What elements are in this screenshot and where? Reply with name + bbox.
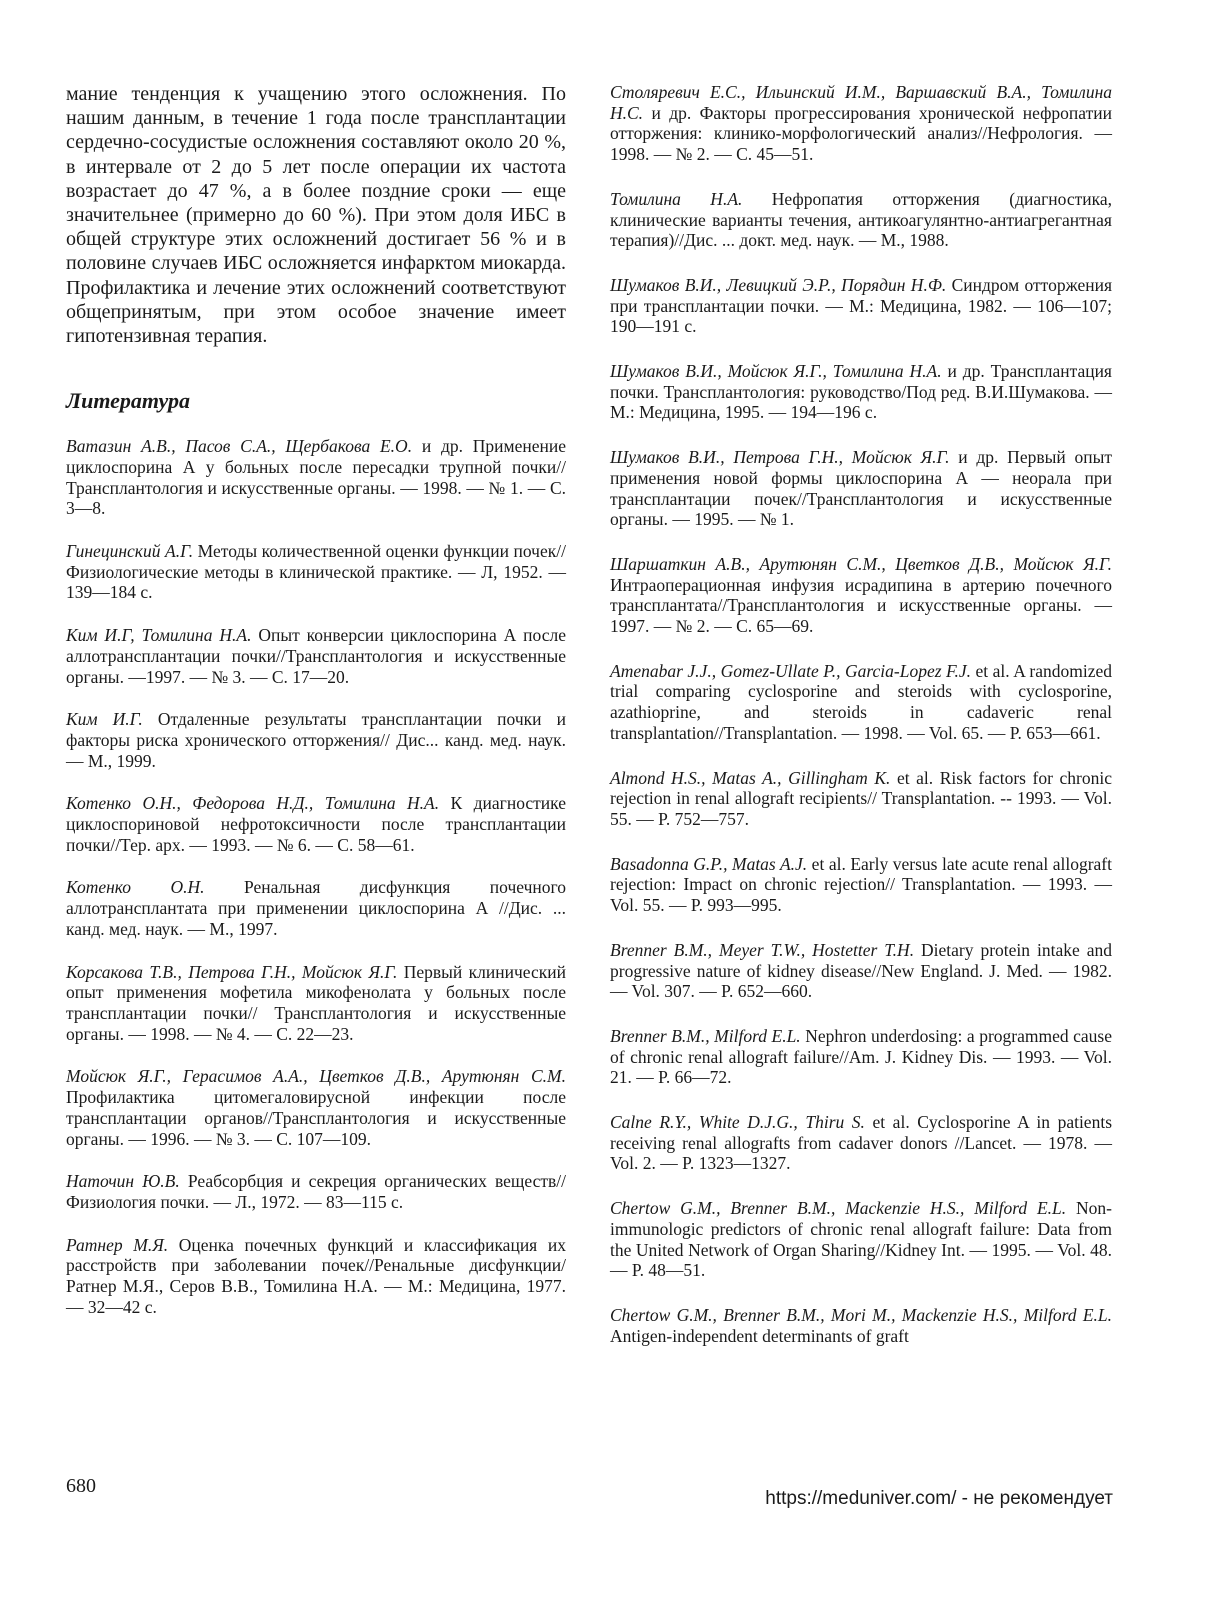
reference-authors: Котенко О.Н. [66, 877, 205, 898]
reference-entry [610, 1112, 1112, 1174]
reference-authors: Шумаков В.И., Левицкий Э.Р., Порядин Н.Ф. [610, 274, 947, 295]
reference-text: и др. Трансплантация почки. Трансплантология: руководство/Под ред. В.И.Шумакова. — М.: Медицина, 1995. — 194—196 с. [610, 361, 1112, 423]
reference-authors: Basadonna G.P., Matas A.J. [610, 853, 808, 874]
reference-entry [610, 82, 1112, 165]
reference-entry [610, 854, 1112, 916]
reference-entry [610, 768, 1112, 830]
reference-authors: Столяревич Е.С., Ильинский И.М., Варшавский В.А., Томилина Н.С. [610, 82, 1112, 123]
reference-authors: Шумаков В.И., Мойсюк Я.Г., Томилина Н.А. [610, 361, 942, 382]
right-column [610, 82, 1112, 1370]
reference-entry [610, 275, 1112, 337]
reference-entry [610, 1026, 1112, 1088]
reference-text: Nephron underdosing: a programmed cause of chronic renal allograft failure//Am. J. Kidney Dis. — 1993. — Vol. 21. — P. 66—72. [610, 1025, 1112, 1088]
reference-text: и др. Первый опыт применения новой формы циклоспорина А — неорала при трансплантации почек//Трансплантология и искусственные органы. — 1995. — № 1. [610, 447, 1112, 530]
reference-authors: Шаршаткин А.В., Арутюнян С.М., Цветков Д.В., Мойсюк Я.Г. [610, 553, 1112, 574]
reference-authors: Ратнер М.Я. [66, 1234, 169, 1255]
reference-entry [610, 447, 1112, 530]
reference-text: Нефропатия отторжения (диагностика, клинические варианты течения, антикоагулянтно-антиагрегантная терапия)//Дис. ... докт. мед. наук. — М., 1988. [610, 188, 1112, 251]
reference-authors: Котенко О.Н., Федорова Н.Д., Томилина Н.А. [66, 793, 440, 814]
reference-text: Antigen-independent determinants of graft [610, 1325, 909, 1346]
reference-entry [610, 940, 1112, 1002]
reference-text: Профилактика цитомегаловирусной инфекции после трансплантации органов//Трансплантология и искусственные органы. — 1996. — № 3. — С. 107—109. [66, 1087, 566, 1149]
reference-entry [66, 877, 566, 939]
reference-text: и др. Факторы прогрессирования хронической нефропатии отторжения: клинико-морфологический анализ//Нефрология. — 1998. — № 2. — С. 45—51. [610, 102, 1112, 165]
left-column [66, 82, 566, 1339]
reference-text: Реабсорбция и секреция органических веществ//Физиология почки. — Л., 1972. — 83—115 с. [66, 1171, 567, 1212]
reference-authors: Chertow G.M., Brenner B.M., Mori M., Mackenzie H.S., Milford E.L. [610, 1304, 1112, 1325]
reference-text: К диагностике циклоспориновой нефротоксичности после трансплантации почки//Тер. арх. — 1993. — № 6. — С. 58—61. [66, 793, 566, 855]
reference-authors: Шумаков В.И., Петрова Г.Н., Мойсюк Я.Г. [610, 447, 950, 468]
reference-text: et al. Early versus late acute renal allograft rejection: Impact on chronic rejection// Transplantation. — 1993. — Vol. 55. — P. 993—995. [610, 853, 1112, 916]
reference-list-right [610, 82, 1112, 1346]
reference-entry [610, 1305, 1112, 1346]
reference-entry [66, 1066, 566, 1149]
reference-text: Оценка почечных функций и классификация их расстройств при заболевании почек//Ренальные дисфункции/Ратнер М.Я., Серов В.В., Томилина Н.А. — М.: Медицина, 1977. — 32—42 с. [66, 1234, 566, 1317]
reference-text: Синдром отторжения при трансплантации почки. — М.: Медицина, 1982. — 106—107; 190—191 с. [610, 274, 1112, 337]
reference-list-left [66, 436, 566, 1317]
reference-entry [66, 541, 566, 603]
reference-text: et al. Cyclosporine A in patients receiving renal allografts from cadaver donors //Lancet. — 1978. — Vol. 2. — P. 1323—1327. [610, 1112, 1112, 1174]
reference-entry [610, 189, 1112, 251]
reference-entry [66, 1171, 566, 1212]
reference-entry [610, 554, 1112, 637]
source-url-text: https://meduniver.com/ - не рекомендует [765, 1488, 1113, 1509]
reference-entry [610, 361, 1112, 423]
reference-authors: Brenner B.M., Meyer T.W., Hostetter T.H. [610, 939, 915, 960]
reference-entry [66, 962, 566, 1045]
reference-entry [66, 1235, 566, 1318]
reference-text: Интраоперационная инфузия исрадипина в артерию почечного трансплантата//Трансплантология и искусственные органы. — 1997. — № 2. — С. 65—69. [610, 574, 1112, 637]
reference-authors: Томилина Н.А. [610, 188, 743, 209]
reference-entry [66, 625, 566, 687]
reference-authors: Ким И.Г. [66, 709, 143, 730]
reference-text: и др. Применение циклоспорина А у больных после пересадки трупной почки//Трансплантология и искусственные органы. — 1998. — № 1. — С. 3—8. [66, 436, 566, 519]
reference-text: Методы количественной оценки функции почек//Физиологические методы в клинической практике. — Л, 1952. — 139—184 с. [66, 541, 566, 603]
reference-text: Non-immunologic predictors of chronic renal allograft failure: Data from the United Network of Organ Sharing//Kidney Int. — 1995. — Vol. 48. — P. 48—51. [610, 1198, 1112, 1281]
reference-authors: Наточин Ю.В. [66, 1171, 180, 1192]
reference-entry [66, 793, 566, 855]
reference-text: et al. A randomized trial comparing cyclosporine and steroids with cyclosporine, azathioprine, and steroids in cadaveric renal transplantation//Transplantation. — 1998. — Vol. 65. — P. 653—661. [610, 660, 1112, 743]
reference-authors: Гинецинский А.Г. [66, 541, 194, 562]
reference-authors: Calne R.Y., White D.J.G., Thiru S. [610, 1112, 865, 1133]
reference-authors: Amenabar J.J., Gomez-Ullate P., Garcia-Lopez F.J. [610, 660, 971, 681]
page-number: 680 [66, 1475, 96, 1497]
reference-authors: Chertow G.M., Brenner B.M., Mackenzie H.S., Milford E.L. [610, 1198, 1067, 1219]
reference-text: Dietary protein intake and progressive nature of kidney disease//New England. J. Med. — 1982. — Vol. 307. — P. 652—660. [610, 939, 1112, 1002]
reference-authors: Ким И.Г, Томилина Н.А. [66, 625, 252, 646]
reference-entry [610, 1198, 1112, 1281]
reference-authors: Almond H.S., Matas A., Gillingham K. [610, 767, 891, 788]
reference-entry [66, 709, 566, 771]
reference-text: Ренальная дисфункция почечного аллотрансплантата при применении циклоспорина А //Дис. ... канд. мед. наук. — М., 1997. [66, 877, 566, 939]
reference-entry [66, 436, 566, 519]
reference-authors: Корсакова Т.В., Петрова Г.Н., Мойсюк Я.Г. [66, 961, 398, 982]
reference-entry [610, 661, 1112, 744]
reference-text: Опыт конверсии циклоспорина А после аллотрансплантации почки//Трансплантология и искусственные органы. —1997. — № 3. — С. 17—20. [66, 625, 566, 687]
reference-text: et al. Risk factors for chronic rejection in renal allograft recipients// Transplantation. -- 1993. — Vol. 55. — P. 752—757. [610, 767, 1112, 829]
intro-paragraph: мание тенденция к учащению этого осложнения. По нашим данным, в течение 1 года после трансплантации сердечно-сосудистые осложнения составляют около 20 %, в интервале от 2 до 5 лет после операции их частота возрастает до 47 %, а в более поздние сроки — еще значительнее (примерно до 60 %). При этом доля ИБС в общей структуре этих осложнений достигает 56 % и в половине случаев ИБС осложняется инфарктом миокарда. Профилактика и лечение этих осложнений соответствуют общепринятым, при этом особое значение имеет гипотензивная терапия. [66, 83, 566, 348]
reference-authors: Мойсюк Я.Г., Герасимов А.А., Цветков Д.В., Арутюнян С.М. [66, 1066, 566, 1087]
reference-text: Первый клинический опыт применения мофетила микофенолата у больных после трансплантации почки// Трансплантология и искусственные органы. — 1998. — № 4. — С. 22—23. [66, 961, 566, 1044]
section-title: Литература [66, 388, 190, 414]
reference-authors: Brenner B.M., Milford E.L. [610, 1025, 801, 1046]
reference-text: Отдаленные результаты трансплантации почки и факторы риска хронического отторжения// Дис... канд. мед. наук. — М., 1999. [66, 709, 566, 771]
reference-authors: Ватазин А.В., Пасов С.А., Щербакова Е.О. [66, 436, 413, 457]
